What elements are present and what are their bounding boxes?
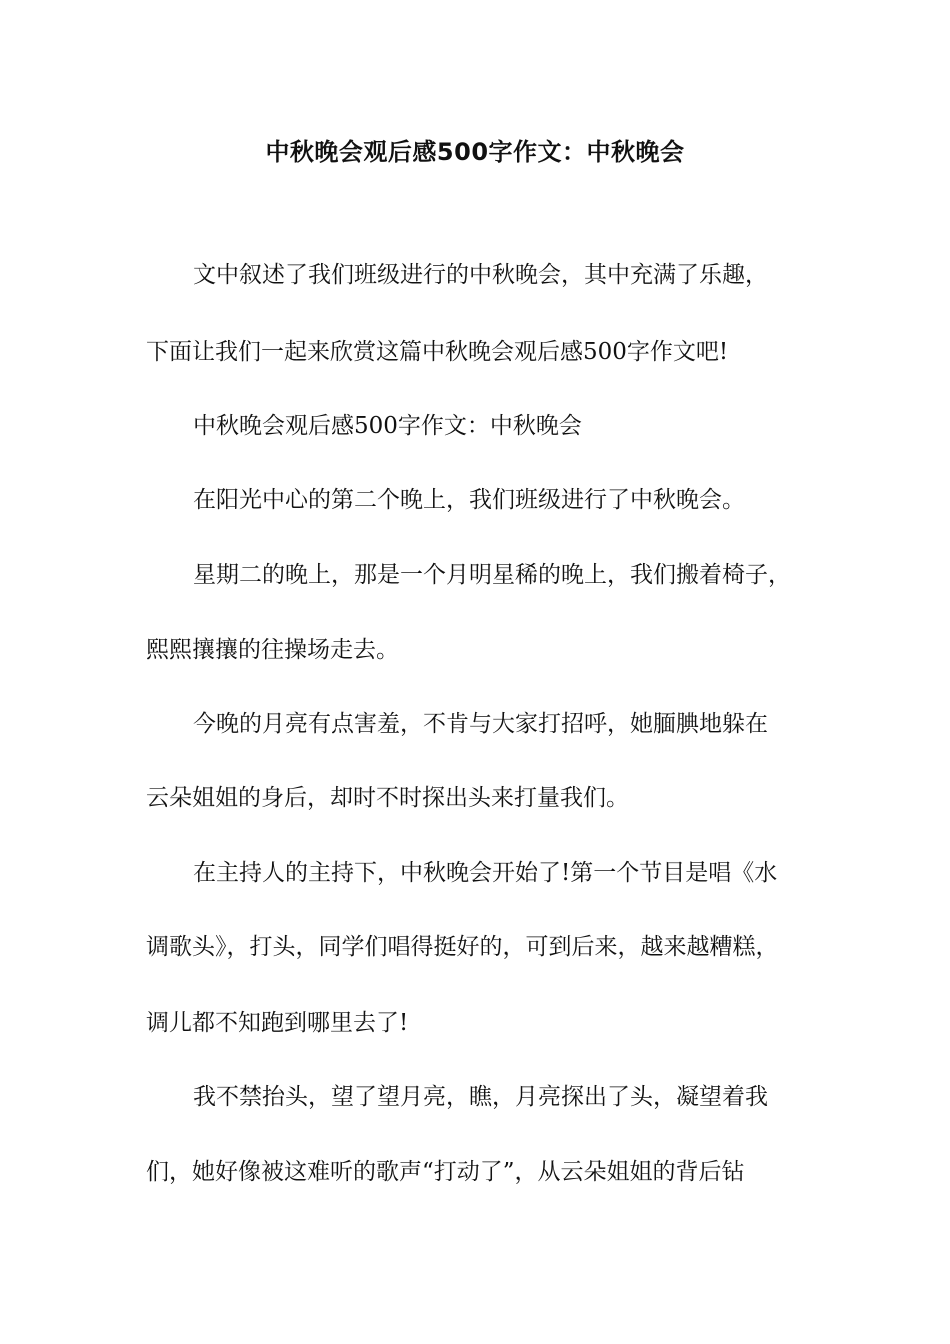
text-line: 今晚的月亮有点害羞，不肯与大家打招呼，她腼腆地躲在 — [193, 711, 768, 737]
text-line: 下面让我们一起来欣赏这篇中秋晚会观后感500字作文吧! — [146, 339, 729, 365]
text-line: 我不禁抬头，望了望月亮，瞧，月亮探出了头，凝望着我 — [193, 1084, 768, 1110]
text-line: 星期二的晚上，那是一个月明星稀的晚上，我们搬着椅子， — [193, 562, 791, 588]
text-line: 文中叙述了我们班级进行的中秋晚会，其中充满了乐趣， — [193, 262, 768, 288]
text-line: 云朵姐姐的身后，却时不时探出头来打量我们。 — [146, 785, 629, 811]
text-line: 中秋晚会观后感500字作文：中秋晚会 — [193, 413, 582, 439]
text-line: 们，她好像被这难听的歌声“打动了”，从云朵姐姐的背后钻 — [146, 1159, 745, 1185]
document-title: 中秋晚会观后感500字作文：中秋晚会 — [265, 138, 685, 166]
text-line: 在阳光中心的第二个晚上，我们班级进行了中秋晚会。 — [193, 487, 745, 513]
text-line: 熙熙攘攘的往操场走去。 — [146, 637, 399, 663]
text-line: 在主持人的主持下，中秋晚会开始了!第一个节目是唱《水 — [193, 860, 778, 886]
text-line: 调儿都不知跑到哪里去了! — [146, 1010, 409, 1036]
text-line: 调歌头》，打头，同学们唱得挺好的，可到后来，越来越糟糕， — [146, 934, 779, 960]
